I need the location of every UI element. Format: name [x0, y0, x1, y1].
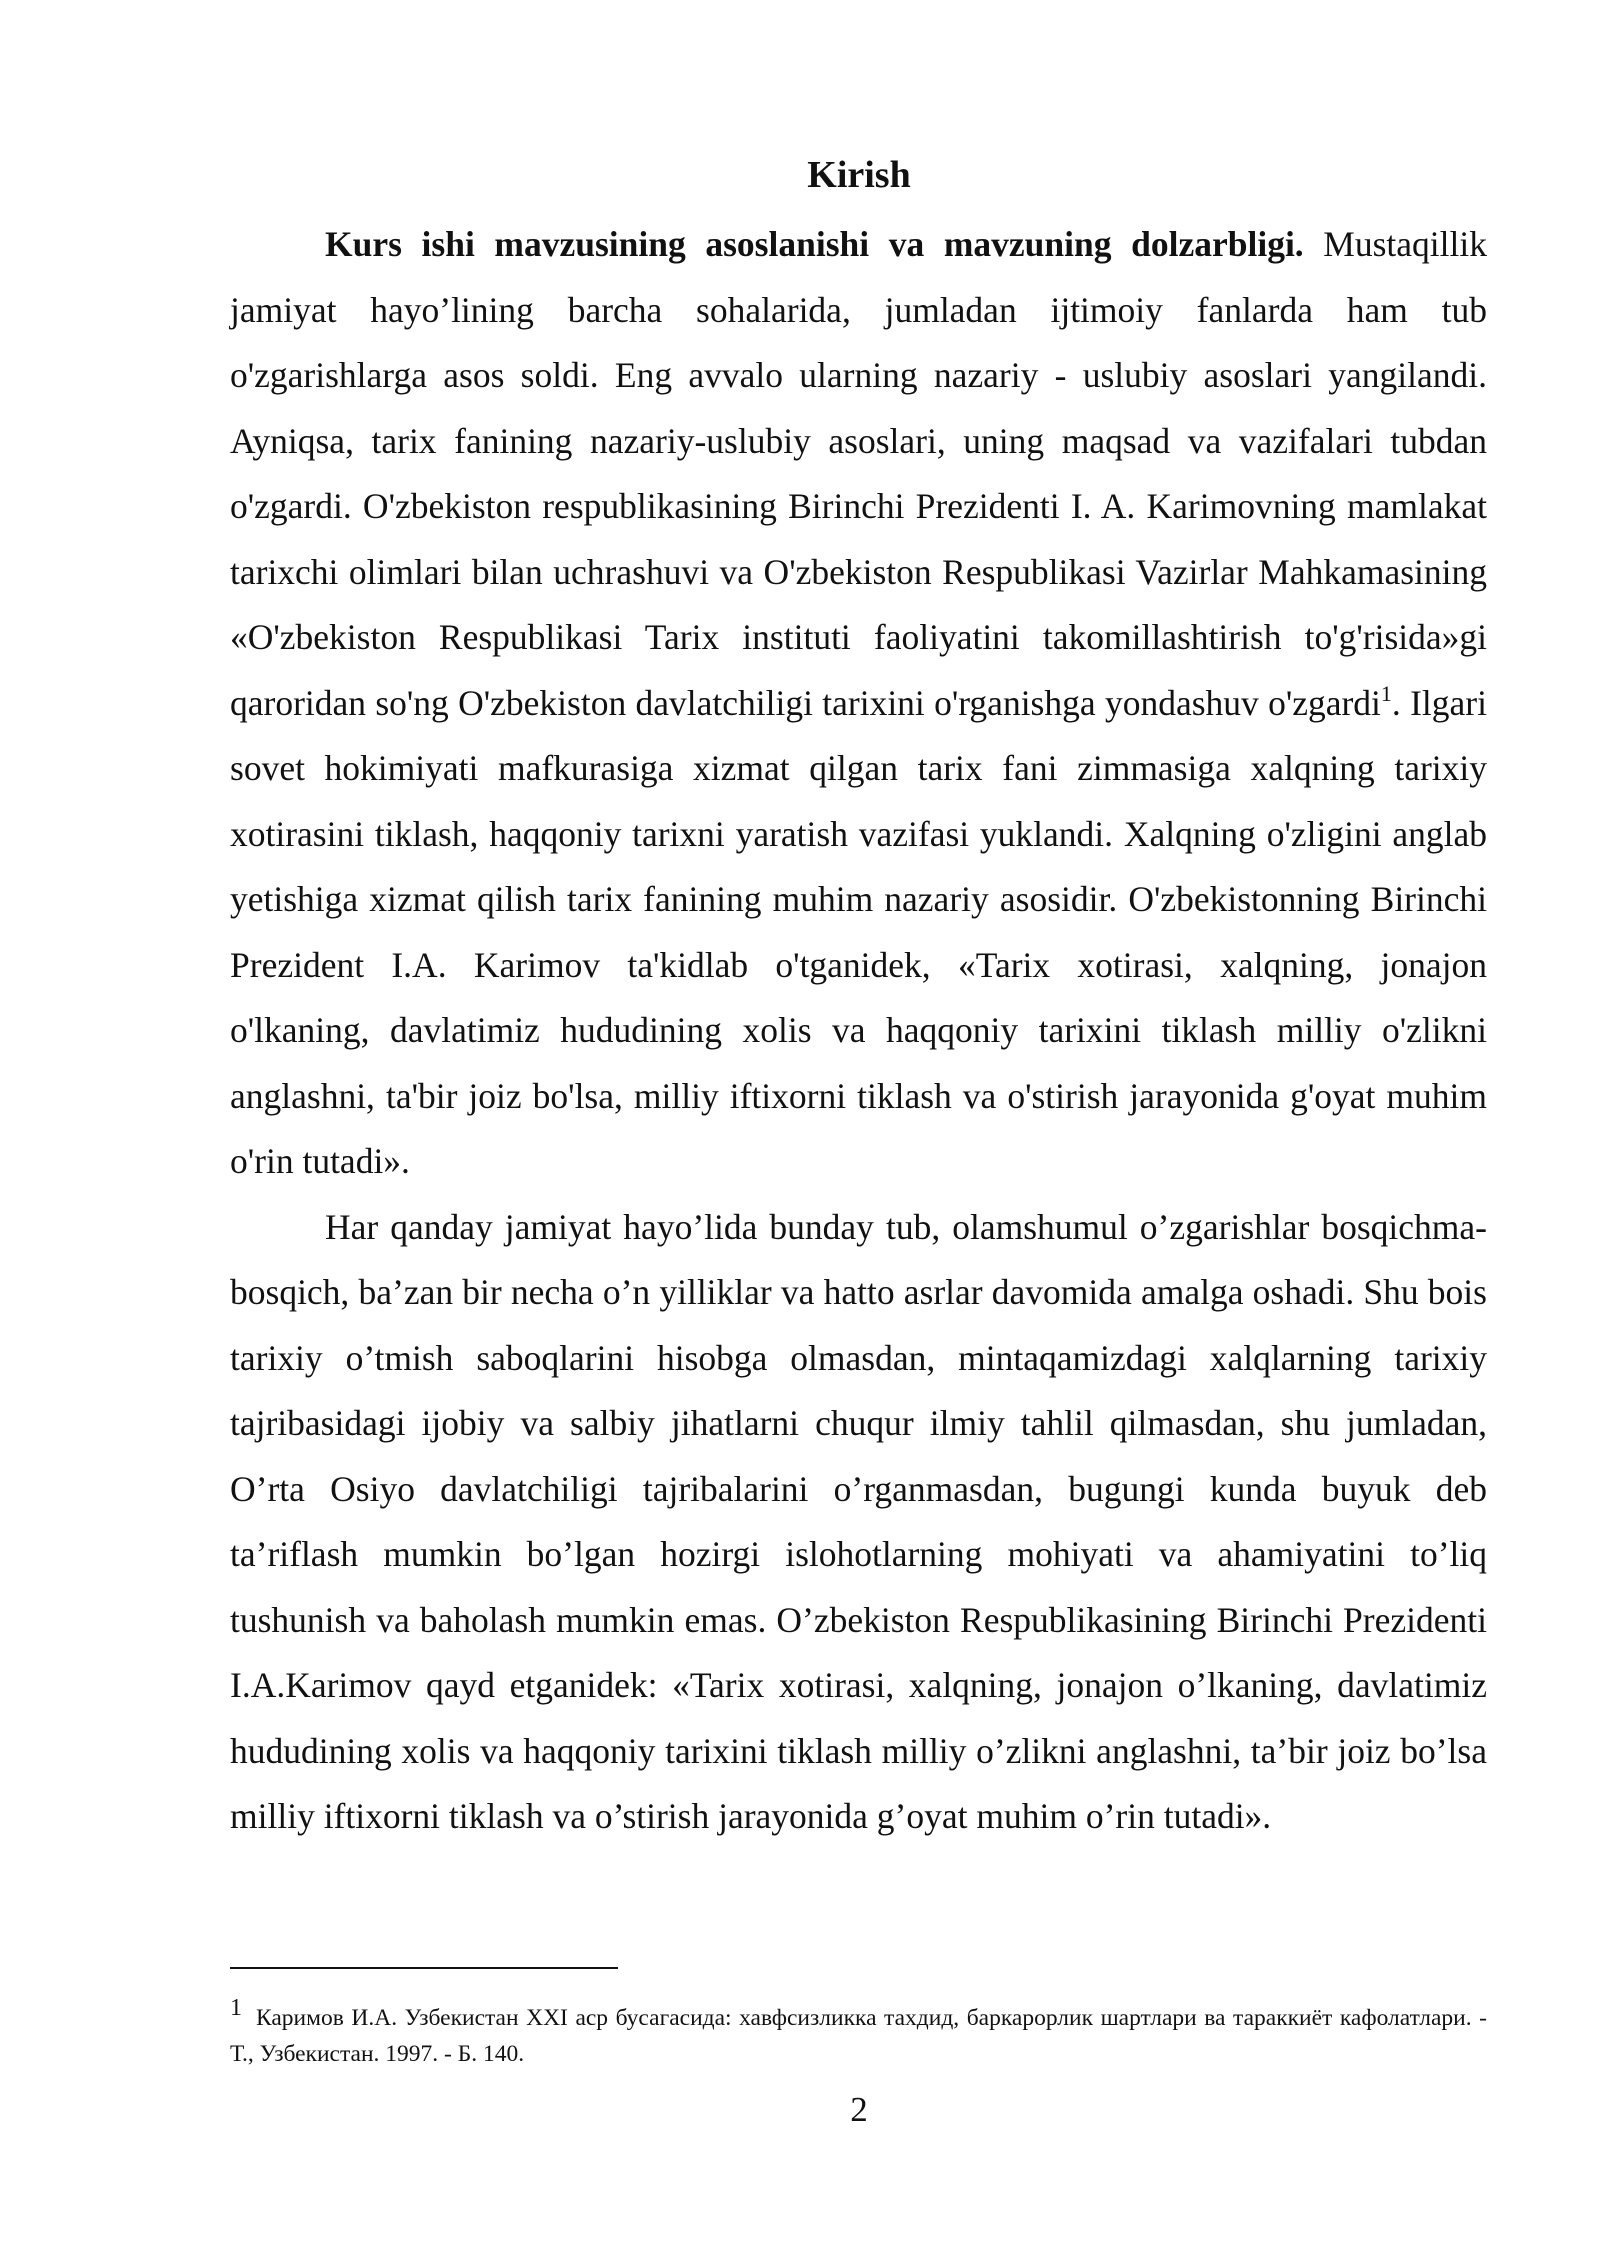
footnote-text: Каримов И.А. Узбекистан XXI аср бусагасида: хавфсизликка тахдид, баркарорлик шартлари ва тараккиёт кафолатлари. - Т., Узбекистан. 1997. - Б. 140. [230, 2005, 1487, 2067]
paragraph-lead: Kurs ishi mavzusining asoslanishi va mavzuning dolzarbligi. [325, 224, 1304, 264]
paragraph-2: Har qanday jamiyat hayo’lida bunday tub, olamshumul o’zgarishlar bosqichma-bosqich, ba’zan bir necha o’n yilliklar va hatto asrlar davomida amalga oshadi. Shu bois tarixiy o’tmish saboqlarini hisobga olmasdan, mintaqamizdagi xalqlarning tarixiy tajribasidagi ijobiy va salbiy jihatlarni chuqur ilmiy tahlil qilmasdan, shu jumladan, O’rta Osiyo davlatchiligi tajribalarini o’rganmasdan, bugungi kunda buyuk deb ta’riflash mumkin bo’lgan hozirgi islohotlarning mohiyati va ahamiyatini to’liq tushunish va baholash mumkin emas. O’zbekiston Respublikasining Birinchi Prezidenti I.A.Karimov qayd etganidek: «Tarix xotirasi, xalqning, jonajon o’lkaning, davlatimiz hududining xolis va haqqoniy tarixini tiklash milliy o’zlikni anglashni, ta’bir joiz bo’lsa milliy iftixorni tiklash va o’stirish jarayonida g’oyat muhim o’rin tutadi». [230, 1206, 1487, 1836]
page-title: Kirish [807, 154, 911, 196]
paragraph-text: Mustaqillik jamiyat hayo’lining barcha sohalarida, jumladan ijtimoiy fanlarda ham tub o'zgarishlarga asos soldi. Eng avvalo ularning nazariy - uslubiy asoslari yangilandi. Ayniqsa, tarix fanining nazariy-uslubiy asoslari, uning maqsad va vazifalari tubdan o'zgardi. O'zbekiston respublikasining Birinchi Prezidenti I. A. Karimovning mamlakat tarixchi olimlari bilan uchrashuvi va O'zbekiston Respublikasi Vazirlar Mahkamasining «O'zbekiston Respublikasi Tarix instituti faoliyatini takomillashtirish to'g'risida»gi qaroridan so'ng O'zbekiston davlatchiligi tarixini o'rganishga yondashuv o'zgardi [230, 224, 1487, 723]
footnote-mark: 1 [230, 1995, 242, 2021]
paragraph-text-continued: . Ilgari sovet hokimiyati mafkurasiga xizmat qilgan tarix fani zimmasiga xalqning tarixiy xotirasini tiklash, haqqoniy tarixni yaratish vazifasi yuklandi. Xalqning o'zligini anglab yetishiga xizmat qilish tarix fanining muhim nazariy asosidir. O'zbekistonning Birinchi Prezident I.A. Karimov ta'kidlab o'tganidek, «Tarix xotirasi, xalqning, jonajon o'lkaning, davlatimiz hududining xolis va haqqoniy tarixini tiklash milliy o'zlikni anglashni, ta'bir joiz bo'lsa, milliy iftixorni tiklash va o'stirish jarayonida g'oyat muhim o'rin tutadi». [230, 682, 1487, 1181]
main-text [230, 212, 1487, 1850]
page-number: 2 [850, 2090, 868, 2129]
paragraph-1 [230, 212, 1487, 1195]
footnote [230, 1990, 1487, 2072]
footnote-reference[interactable]: 1 [1380, 680, 1392, 706]
footnote-divider [230, 1967, 618, 1969]
